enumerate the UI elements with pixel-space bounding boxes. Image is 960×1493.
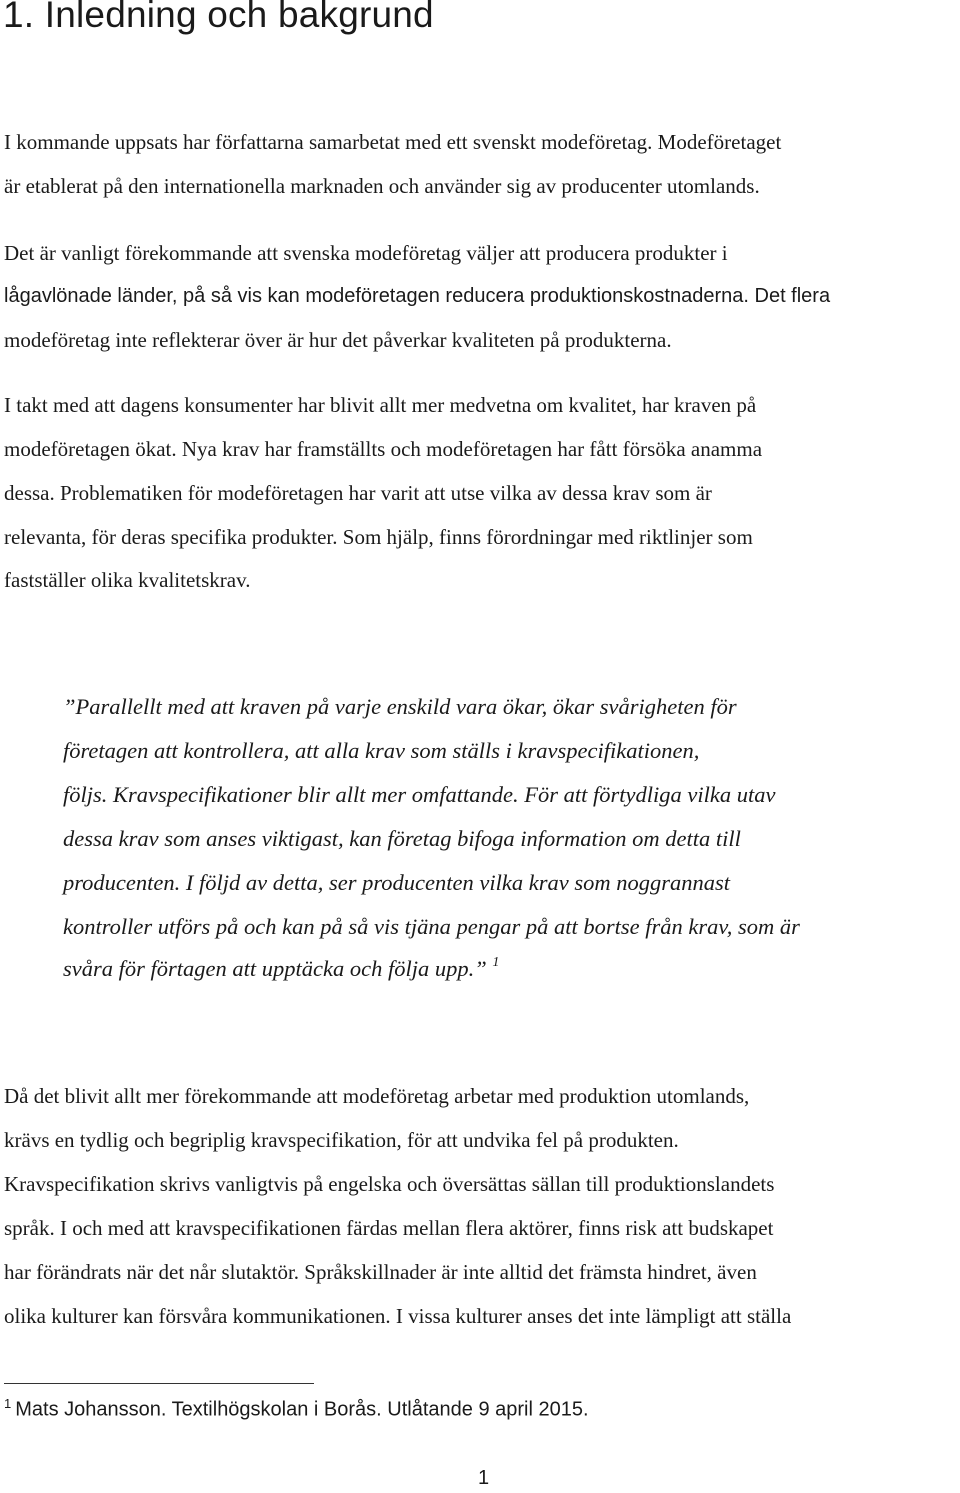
paragraph-1-line: I kommande uppsats har författarna samarbetat med ett svenskt modeföretag. Modeföretaget <box>4 130 782 154</box>
footnote-number: 1 <box>4 1396 12 1411</box>
paragraph-3-line: dessa. Problematiken för modeföretagen har varit att utse vilka av dessa krav som är <box>4 481 712 505</box>
quote-line: producenten. I följd av detta, ser producenten vilka krav som noggrannast <box>63 870 730 895</box>
footnote-separator <box>4 1383 314 1384</box>
paragraph-4-line: olika kulturer kan försvåra kommunikationen. I vissa kulturer anses det inte lämpligt att ställa <box>4 1304 792 1328</box>
paragraph-3-line: I takt med att dagens konsumenter har blivit allt mer medvetna om kvalitet, har kraven på <box>4 393 757 417</box>
paragraph-4-line: krävs en tydlig och begriplig kravspecifikation, för att undvika fel på produkten. <box>4 1128 679 1152</box>
footnote <box>4 1396 589 1422</box>
page-number: 1 <box>478 1467 490 1489</box>
footnote-text: Mats Johansson. Textilhögskolan i Borås. Utlåtande 9 april 2015. <box>15 1398 589 1421</box>
paragraph-2-line: modeföretag inte reflekterar över är hur det påverkar kvaliteten på produkterna. <box>4 328 672 352</box>
paragraph-2-line: lågavlönade länder, på så vis kan modeföretagen reducera produktionskostnaderna. Det flera <box>4 285 831 307</box>
paragraph-3-line: relevanta, för deras specifika produkter. Som hjälp, finns förordningar med riktlinjer som <box>4 525 753 549</box>
paragraph-3-line: modeföretagen ökat. Nya krav har framställts och modeföretagen har fått försöka anamma <box>4 437 763 461</box>
quote-line-last <box>63 956 499 982</box>
paragraph-1-line: är etablerat på den internationella marknaden och använder sig av producenter utomlands. <box>4 174 760 198</box>
section-heading: 1. Inledning och bakgrund <box>3 0 434 35</box>
paragraph-4-line: Kravspecifikation skrivs vanligtvis på engelska och översättas sällan till produktionslandets <box>4 1172 775 1196</box>
paragraph-3-line: fastställer olika kvalitetskrav. <box>4 568 251 592</box>
quote-line: följs. Kravspecifikationer blir allt mer omfattande. För att förtydliga vilka utav <box>63 782 776 807</box>
quote-line: ”Parallellt med att kraven på varje enskild vara ökar, ökar svårigheten för <box>63 694 737 719</box>
paragraph-4-line: språk. I och med att kravspecifikationen färdas mellan flera aktörer, finns risk att budskapet <box>4 1216 774 1240</box>
quote-line-text: svåra för förtagen att upptäcka och följa upp.” <box>63 956 487 981</box>
paragraph-2-line: Det är vanligt förekommande att svenska modeföretag väljer att producera produkter i <box>4 241 728 265</box>
quote-line: kontroller utförs på och kan på så vis tjäna pengar på att bortse från krav, som är <box>63 914 800 939</box>
paragraph-4-line: Då det blivit allt mer förekommande att modeföretag arbetar med produktion utomlands, <box>4 1084 750 1108</box>
footnote-reference: 1 <box>492 954 500 970</box>
quote-line: företagen att kontrollera, att alla krav som ställs i kravspecifikationen, <box>63 738 700 763</box>
quote-line: dessa krav som anses viktigast, kan företag bifoga information om detta till <box>63 826 741 851</box>
paragraph-4-line: har förändrats när det når slutaktör. Språkskillnader är inte alltid det främsta hindret, även <box>4 1260 757 1284</box>
